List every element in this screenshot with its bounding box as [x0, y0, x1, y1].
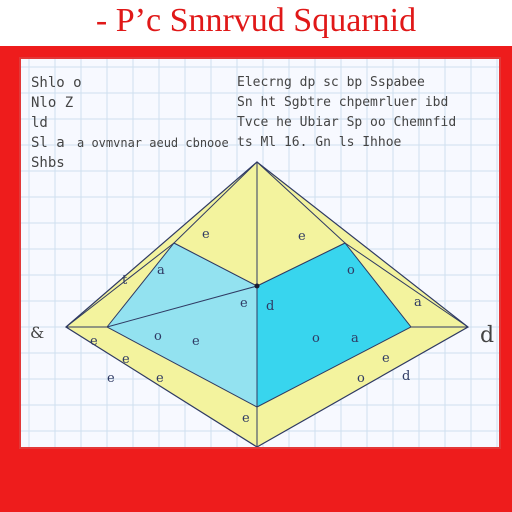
mark-4: e: [240, 296, 248, 311]
note-right-3: ts Ml 16. Gn ls Ihhoe: [237, 135, 402, 150]
mark-10: e: [90, 334, 98, 349]
mark-0: e: [202, 227, 210, 242]
mark-19: a: [414, 295, 422, 310]
mark-11: e: [122, 352, 130, 367]
mark-8: o: [312, 331, 320, 346]
mark-2: a: [157, 263, 165, 278]
diagram-panel: [19, 57, 501, 449]
mark-13: e: [382, 351, 390, 366]
page-title: - P’c Snnrvud Squarnid: [95, 2, 417, 39]
mark-15: d: [402, 369, 411, 384]
notes-left: [31, 73, 82, 173]
mark-16: e: [107, 371, 115, 386]
mark-9: a: [351, 331, 359, 346]
apex-point: [255, 284, 260, 289]
mark-5: d: [266, 299, 275, 314]
pyramid-diagram: [30, 162, 494, 447]
notes-left-sentence-box: [77, 133, 229, 153]
note-left-0: Shlo o: [31, 75, 82, 91]
title-banner: [0, 0, 512, 46]
mark-7: e: [192, 334, 200, 349]
mark-17: e: [242, 411, 250, 426]
mark-12: e: [156, 371, 164, 386]
mark-6: o: [154, 329, 162, 344]
mark-18: t: [122, 273, 128, 288]
mark-14: o: [357, 371, 365, 386]
note-left-3: Sl a: [31, 135, 65, 151]
bottom-frame: [0, 452, 512, 512]
note-left-2: ld: [31, 115, 48, 131]
note-right-1: Sn ht Sgbtre chpemrluer ibd: [237, 95, 449, 110]
note-right-2: Tvce he Ubiar Sp oo Chemnfid: [237, 115, 457, 130]
note-left-1: Nlo Z: [31, 95, 74, 111]
note-right-0: Elecrng dp sc bp Sspabee: [237, 75, 425, 90]
right-edge-glyph: d: [480, 323, 495, 348]
note-left-4: Shbs: [31, 155, 65, 171]
mark-1: e: [298, 229, 306, 244]
mark-3: o: [347, 263, 355, 278]
notes-right: [237, 73, 456, 153]
note-left-sentence: a ovmvnar aeud cbnooe: [77, 136, 229, 150]
left-edge-glyph: &: [30, 323, 45, 342]
